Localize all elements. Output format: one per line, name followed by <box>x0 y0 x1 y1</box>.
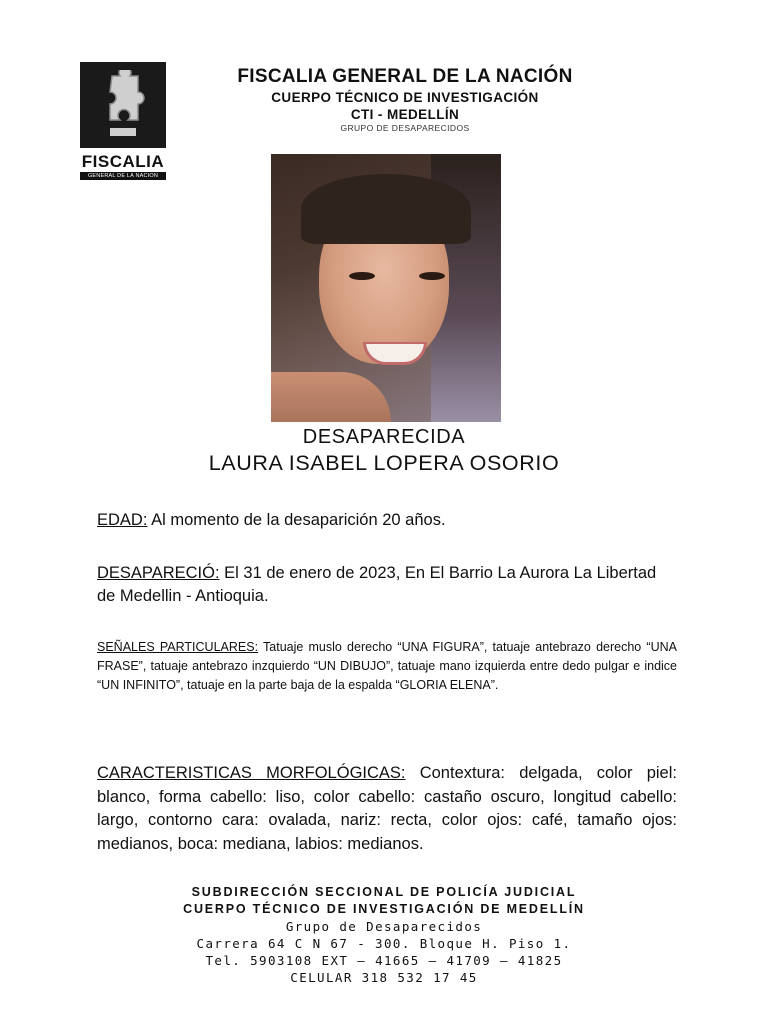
agency-subtitle: CUERPO TÉCNICO DE INVESTIGACIÓN <box>271 90 539 105</box>
age-label: EDAD: <box>97 511 148 529</box>
age-paragraph <box>97 509 677 532</box>
notice-status: DESAPARECIDA <box>302 426 466 448</box>
footer-line-5: Tel. 5903108 EXT – 41665 – 41709 – 41825 <box>205 953 563 968</box>
footer-line-2: CUERPO TÉCNICO DE INVESTIGACIÓN DE MEDELLÍN <box>183 902 585 916</box>
person-name: LAURA ISABEL LOPERA OSORIO <box>208 451 560 475</box>
puzzle-piece-icon <box>80 62 166 148</box>
fiscalia-logo <box>80 62 166 186</box>
header <box>200 66 610 134</box>
footer-line-6: CELULAR 318 532 17 45 <box>290 970 478 985</box>
morphology-label: CARACTERISTICAS MORFOLÓGICAS: <box>97 764 406 782</box>
footer-contact <box>0 884 768 986</box>
logo-wordmark: FISCALIA <box>81 152 165 171</box>
marks-label: SEÑALES PARTICULARES: <box>97 640 259 654</box>
disappeared-label: DESAPARECIÓ: <box>97 564 220 582</box>
footer-line-3: Grupo de Desaparecidos <box>285 919 483 934</box>
marks-text: Tatuaje muslo derecho “UNA FIGURA”, tatuaje antebrazo derecho “UNA FRASE”, tatuaje antebrazo inzquierdo “UN DIBUJO”, tatuaje mano izquierda entre dedo pulgar e indice “UN INFINITO”, tatuaje en la parte baja de la espalda “GLORIA ELENA”. <box>97 640 677 692</box>
logo-tagline: GENERAL DE LA NACION <box>80 172 166 180</box>
footer-line-4: Carrera 64 C N 67 - 300. Bloque H. Piso 1. <box>196 936 572 951</box>
agency-title: FISCALIA GENERAL DE LA NACIÓN <box>237 66 573 87</box>
age-text: Al momento de la desaparición 20 años. <box>147 511 446 529</box>
disappeared-paragraph <box>97 562 677 608</box>
morphology-paragraph <box>97 762 677 856</box>
agency-group: GRUPO DE DESAPARECIDOS <box>340 123 470 133</box>
marks-paragraph <box>97 638 677 695</box>
morphology-text: Contextura: delgada, color piel: blanco, forma cabello: liso, color cabello: castaño oscuro, longitud cabello: largo, contorno cara: ovalada, nariz: recta, color ojos: café, tamaño ojos: medianos, boca: mediana, labios: medianos. <box>97 764 677 853</box>
agency-office: CTI - MEDELLÍN <box>350 107 460 122</box>
missing-person-photo <box>271 154 501 422</box>
footer-line-1: SUBDIRECCIÓN SECCIONAL DE POLICÍA JUDICIAL <box>191 885 577 899</box>
disappeared-text: El 31 de enero de 2023, En El Barrio La Aurora La Libertad de Medellin - Antioquia. <box>97 564 657 605</box>
